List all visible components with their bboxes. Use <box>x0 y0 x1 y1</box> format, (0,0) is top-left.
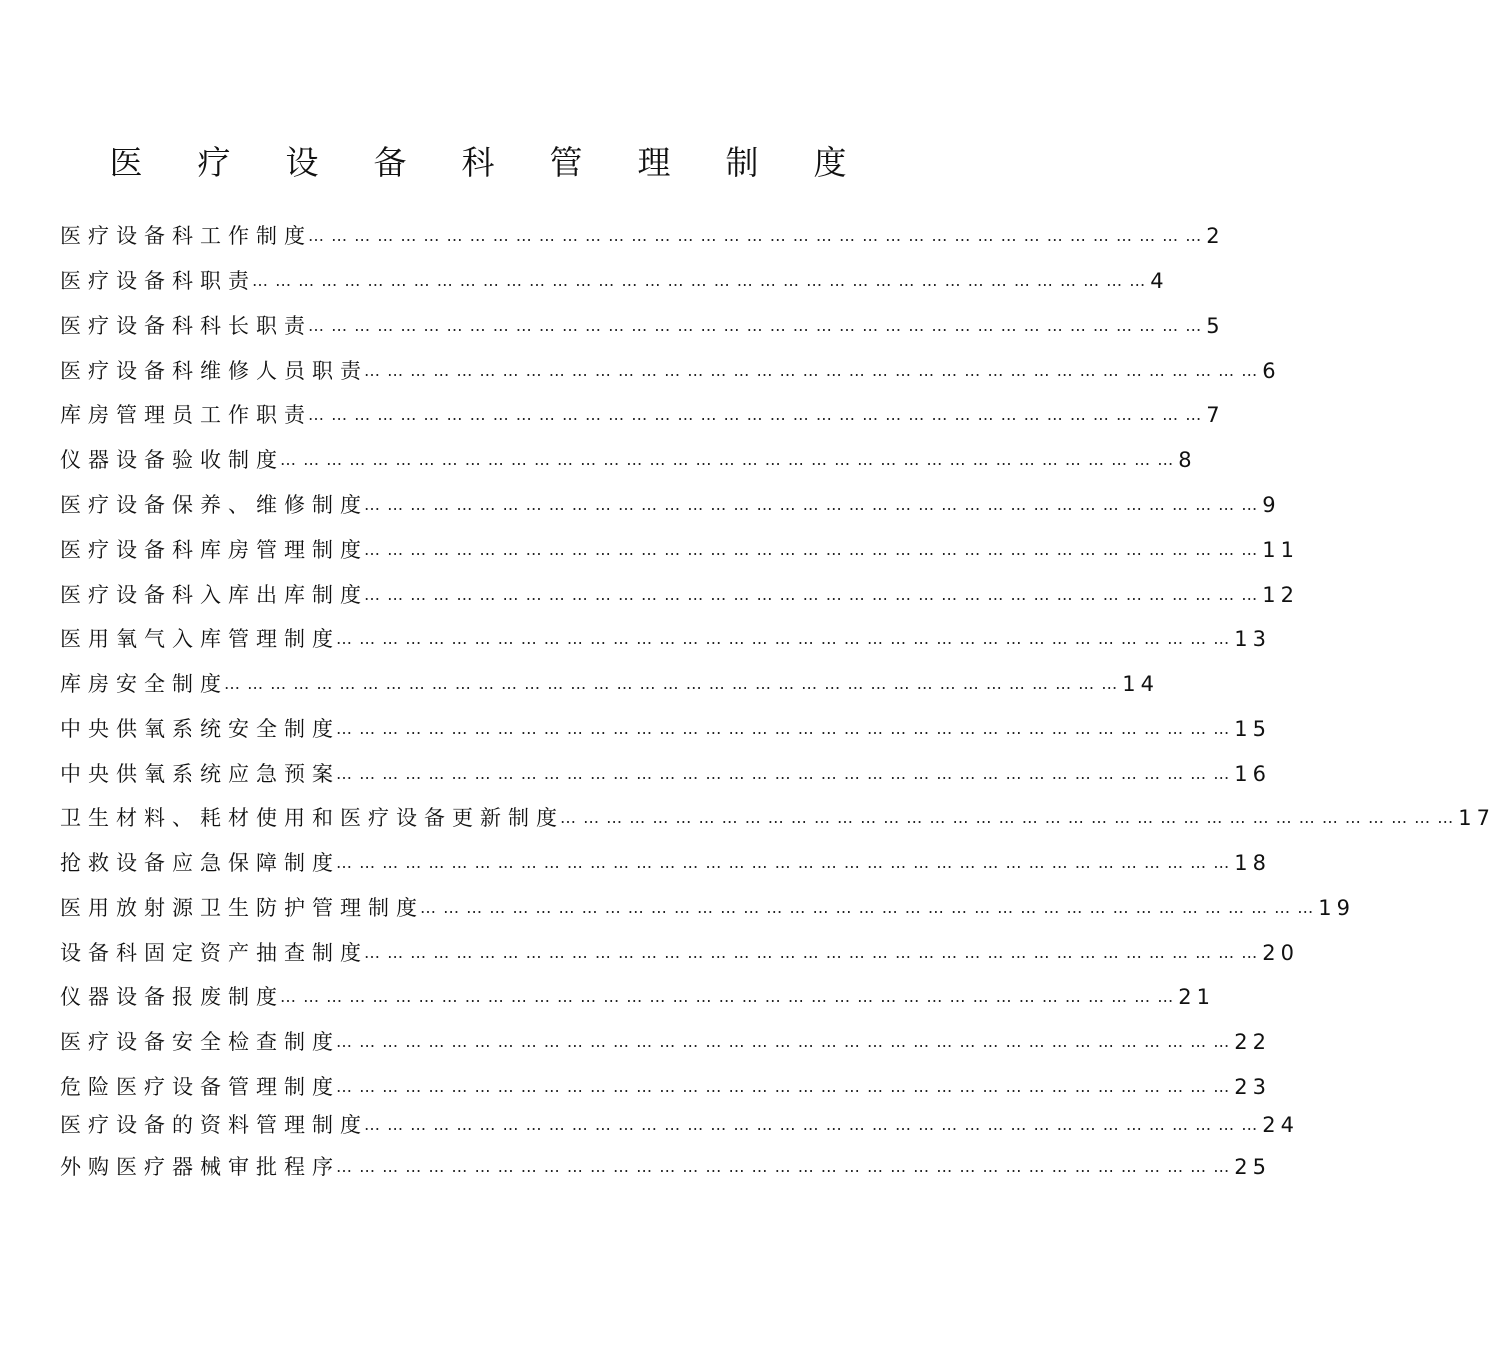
toc-leader-dots: … … … … … … … … … … … … … … … … … … … … … … … … … … … … … … … … … … … … … … … <box>336 764 1231 783</box>
toc-leader-dots: … … … … … … … … … … … … … … … … … … … … … … … … … … … … … … … … … … … … … … … <box>364 1115 1259 1134</box>
toc-entry-title: 抢救设备应急保障制度 <box>60 851 340 875</box>
toc-entry[interactable] <box>60 1151 1271 1183</box>
toc-leader-dots: … … … … … … … … … … … … … … … … … … … … … … … … … … … … … … … … … … … … … … … <box>308 226 1203 245</box>
toc-entry-title: 医疗设备科工作制度 <box>60 224 312 248</box>
toc-entry[interactable] <box>60 758 1271 790</box>
toc-entry-title: 医用氧气入库管理制度 <box>60 627 340 651</box>
toc-entry-page: 20 <box>1262 941 1299 965</box>
toc-entry-title: 设备科固定资产抽查制度 <box>60 941 368 965</box>
toc-leader-dots: … … … … … … … … … … … … … … … … … … … … … … … … … … … … … … … … … … … … … … … <box>308 405 1203 424</box>
toc-entry-title: 医疗设备科职责 <box>60 269 256 293</box>
toc-entry-page: 23 <box>1234 1075 1271 1099</box>
toc-leader-dots: … … … … … … … … … … … … … … … … … … … … … … … … … … … … … … … … … … … … … … … <box>364 540 1259 559</box>
toc-entry-page: 24 <box>1262 1113 1299 1137</box>
toc-entry-page: 2 <box>1206 224 1225 248</box>
toc-entry[interactable] <box>60 847 1271 879</box>
toc-entry-page: 9 <box>1262 493 1281 517</box>
toc-entry[interactable] <box>60 623 1271 655</box>
toc-entry-page: 8 <box>1178 448 1197 472</box>
toc-entry[interactable] <box>60 489 1281 521</box>
toc-leader-dots: … … … … … … … … … … … … … … … … … … … … … … … … … … … … … … … … … … … … … … … <box>364 361 1259 380</box>
toc-entry-title: 仪器设备报废制度 <box>60 985 284 1009</box>
toc-entry[interactable] <box>60 802 1495 834</box>
toc-entry-page: 14 <box>1122 672 1159 696</box>
toc-entry[interactable] <box>60 355 1281 387</box>
toc-entry-title: 医疗设备科库房管理制度 <box>60 538 368 562</box>
title-char: 医 <box>109 143 143 182</box>
toc-entry-page: 21 <box>1178 985 1215 1009</box>
toc-leader-dots: … … … … … … … … … … … … … … … … … … … … … … … … … … … … … … … … … … … … … … … <box>280 987 1175 1006</box>
title-char: 管 <box>549 143 583 182</box>
document-title <box>108 138 848 188</box>
toc-entry-title: 医疗设备科维修人员职责 <box>60 359 368 383</box>
toc-entry-page: 22 <box>1234 1030 1271 1054</box>
title-char: 理 <box>637 143 671 182</box>
toc-entry-page: 17 <box>1458 806 1495 830</box>
toc-entry-title: 危险医疗设备管理制度 <box>60 1075 340 1099</box>
title-char: 备 <box>373 143 407 182</box>
toc-entry-title: 卫生材料、耗材使用和医疗设备更新制度 <box>60 806 564 830</box>
toc-entry[interactable] <box>60 892 1355 924</box>
toc-leader-dots: … … … … … … … … … … … … … … … … … … … … … … … … … … … … … … … … … … … … … … … <box>224 674 1119 693</box>
toc-leader-dots: … … … … … … … … … … … … … … … … … … … … … … … … … … … … … … … … … … … … … … … <box>364 943 1259 962</box>
title-char: 疗 <box>197 143 231 182</box>
toc-entry[interactable] <box>60 444 1197 476</box>
toc-entry[interactable] <box>60 534 1299 566</box>
toc-entry-page: 18 <box>1234 851 1271 875</box>
toc-entry[interactable] <box>60 668 1159 700</box>
toc-entry-page: 6 <box>1262 359 1281 383</box>
toc-entry-title: 库房管理员工作职责 <box>60 403 312 427</box>
toc-entry[interactable] <box>60 310 1225 342</box>
toc-leader-dots: … … … … … … … … … … … … … … … … … … … … … … … … … … … … … … … … … … … … … … … <box>308 316 1203 335</box>
toc-entry-title: 中央供氧系统安全制度 <box>60 717 340 741</box>
toc-entry-title: 医疗设备科入库出库制度 <box>60 583 368 607</box>
toc-entry-title: 医疗设备科科长职责 <box>60 314 312 338</box>
title-char: 设 <box>285 143 319 182</box>
toc-entry-page: 4 <box>1150 269 1169 293</box>
toc-entry-page: 5 <box>1206 314 1225 338</box>
toc-entry[interactable] <box>60 399 1225 431</box>
toc-leader-dots: … … … … … … … … … … … … … … … … … … … … … … … … … … … … … … … … … … … … … … … <box>336 1032 1231 1051</box>
toc-entry-page: 25 <box>1234 1155 1271 1179</box>
toc-leader-dots: … … … … … … … … … … … … … … … … … … … … … … … … … … … … … … … … … … … … … … … <box>560 808 1455 827</box>
toc-entry-page: 16 <box>1234 762 1271 786</box>
toc-leader-dots: … … … … … … … … … … … … … … … … … … … … … … … … … … … … … … … … … … … … … … … <box>280 450 1175 469</box>
title-char: 制 <box>725 143 759 182</box>
toc-leader-dots: … … … … … … … … … … … … … … … … … … … … … … … … … … … … … … … … … … … … … … … <box>420 898 1315 917</box>
toc-leader-dots: … … … … … … … … … … … … … … … … … … … … … … … … … … … … … … … … … … … … … … … <box>336 1077 1231 1096</box>
toc-entry-title: 医用放射源卫生防护管理制度 <box>60 896 424 920</box>
toc-entry[interactable] <box>60 1071 1271 1103</box>
title-char: 度 <box>813 143 847 182</box>
toc-entry[interactable] <box>60 981 1215 1013</box>
toc-entry[interactable] <box>60 579 1299 611</box>
toc-entry-title: 医疗设备的资料管理制度 <box>60 1113 368 1137</box>
toc-leader-dots: … … … … … … … … … … … … … … … … … … … … … … … … … … … … … … … … … … … … … … … <box>336 853 1231 872</box>
toc-entry[interactable] <box>60 220 1225 252</box>
toc-entry-title: 医疗设备保养、维修制度 <box>60 493 368 517</box>
toc-entry-page: 7 <box>1206 403 1225 427</box>
toc-entry[interactable] <box>60 937 1299 969</box>
toc-entry-page: 12 <box>1262 583 1299 607</box>
toc-entry-page: 11 <box>1262 538 1299 562</box>
toc-leader-dots: … … … … … … … … … … … … … … … … … … … … … … … … … … … … … … … … … … … … … … … <box>336 719 1231 738</box>
toc-entry[interactable] <box>60 713 1271 745</box>
toc-entry[interactable] <box>60 265 1169 297</box>
toc-entry[interactable] <box>60 1026 1271 1058</box>
toc-leader-dots: … … … … … … … … … … … … … … … … … … … … … … … … … … … … … … … … … … … … … … … <box>336 1157 1231 1176</box>
toc-entry-title: 中央供氧系统应急预案 <box>60 762 340 786</box>
title-char: 科 <box>461 143 495 182</box>
toc-entry-page: 19 <box>1318 896 1355 920</box>
toc-entry-title: 仪器设备验收制度 <box>60 448 284 472</box>
toc-leader-dots: … … … … … … … … … … … … … … … … … … … … … … … … … … … … … … … … … … … … … … … <box>252 271 1147 290</box>
toc-entry-page: 15 <box>1234 717 1271 741</box>
toc-entry-title: 外购医疗器械审批程序 <box>60 1155 340 1179</box>
toc-entry-title: 医疗设备安全检查制度 <box>60 1030 340 1054</box>
toc-entry-page: 13 <box>1234 627 1271 651</box>
toc-leader-dots: … … … … … … … … … … … … … … … … … … … … … … … … … … … … … … … … … … … … … … … <box>364 495 1259 514</box>
toc-entry[interactable] <box>60 1109 1299 1141</box>
toc-entry-title: 库房安全制度 <box>60 672 228 696</box>
toc-leader-dots: … … … … … … … … … … … … … … … … … … … … … … … … … … … … … … … … … … … … … … … <box>336 629 1231 648</box>
toc-leader-dots: … … … … … … … … … … … … … … … … … … … … … … … … … … … … … … … … … … … … … … … <box>364 585 1259 604</box>
